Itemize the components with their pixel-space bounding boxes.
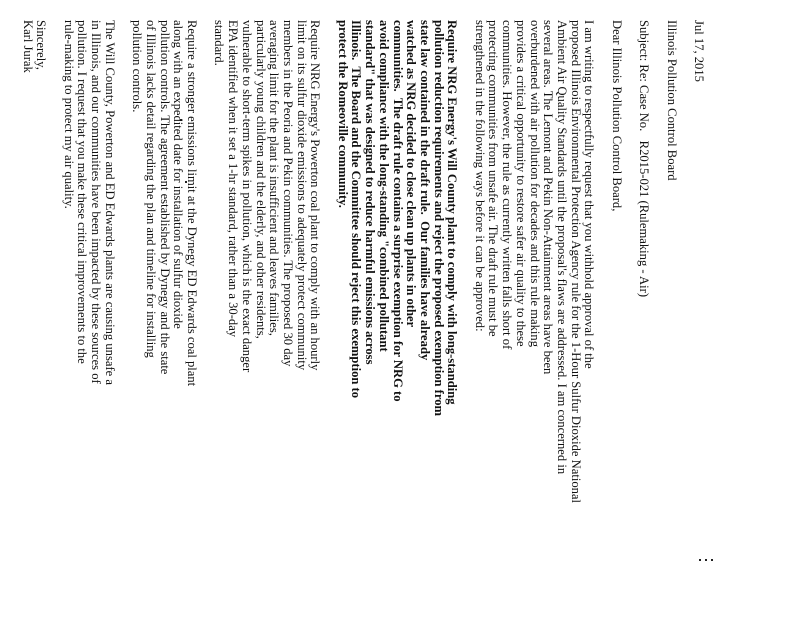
- paragraph-line: Illinois. The Board and the Committee should reject this exemption to: [349, 20, 364, 399]
- paragraph-line: averaging limit for the plant is insufficient and leaves families,: [267, 20, 282, 336]
- letter-date: Jul 17, 2015: [692, 20, 706, 82]
- paragraph-line: standard.: [212, 20, 227, 66]
- paragraph-line: pollution. I request that you make these critical improvements to the: [75, 20, 90, 364]
- paragraph-line: pollution controls. The agreement established by Dynegy and the state: [157, 20, 172, 375]
- paragraph-line: pollution reduction requirements and reject the proposed exemption from: [431, 20, 446, 416]
- paragraph-line: communities. The draft rule contains a surprise exemption for NRG to: [390, 20, 405, 402]
- paragraph-line: state law contained in the draft rule. Our families have already: [418, 20, 432, 361]
- paragraph-line: I am writing to respectfully request that you withhold approval of the: [582, 20, 597, 369]
- paragraph-line: The Will County, Powerton and ED Edwards plants are causing unsafe a: [102, 20, 117, 385]
- paragraph-line: protecting communities from unsafe air. The draft rule must be: [486, 20, 501, 337]
- paragraph-line: protect the Romeoville community.: [335, 20, 350, 208]
- letter-closing: Sincerely,: [34, 20, 49, 70]
- paragraph-line: Require NRG Energy's Powerton coal plant to comply with an hourly: [308, 20, 323, 371]
- paragraph-line: proposed Illinois Environmental Protection Agency rule for the 1-Hour Sulfur Dioxide National: [568, 20, 583, 504]
- letter-recipient: Illinois Pollution Control Board: [664, 20, 679, 181]
- paragraph-line: vulnerable to short-term spikes in pollution, which is the exact danger: [239, 20, 254, 373]
- paragraph-line: along with an expedited date for installation of sulfur dioxide: [171, 20, 186, 329]
- paragraph-line: Ambient Air Quality Standards until the proposal's flaws are addressed. I am concerned in: [555, 20, 569, 475]
- scan-speck: [699, 559, 701, 561]
- paragraph-line: avoid compliance with the long-standing "combined pollutant: [376, 20, 391, 352]
- paragraph-line: several areas. The Lemont and Pekin Non-Attainment areas have been: [541, 20, 556, 375]
- paragraph-line: of Illinois lacks detail regarding the plan and timeline for installing: [144, 20, 158, 358]
- paragraph-line: provides a critical opportunity to restore safer air quality to these: [513, 20, 528, 347]
- paragraph-line: EPA identified when it set a 1-hr standard, rather than a 30-day: [226, 20, 241, 338]
- paragraph-line: watched as NRG decided to close clean up plants in other: [404, 20, 419, 328]
- letter-salutation: Dear Illinois Pollution Control Board,: [609, 20, 624, 212]
- paragraph-line: communities. However, the rule as currently written falls short of: [500, 20, 515, 350]
- paragraph-line: Require NRG Energy's Will County plant to comply with long-standing: [445, 20, 460, 405]
- paragraph-line: particularly young children and the elderly, and other residents,: [253, 20, 268, 339]
- scan-speck: [705, 559, 707, 561]
- paragraph-line: rule-making to protect my air quality.: [61, 20, 76, 209]
- paragraph-line: strengthened in the following ways before it can be approved:: [472, 20, 487, 332]
- letter-signer: Karl Jurak: [20, 20, 35, 73]
- paragraph-line: limit on its sulfur dioxide emissions to adequately protect community: [294, 20, 309, 371]
- paragraph-line: members in the Peoria and Pekin communities. The proposed 30 day: [281, 20, 295, 367]
- paragraph-line: overburdened with air pollution for decades and this rule making: [527, 20, 542, 347]
- scan-speck: [711, 559, 713, 561]
- paragraph-line: Require a stronger emissions limit at the Dynegy ED Edwards coal plant: [185, 20, 200, 387]
- paragraph-line: standard" that was designed to reduce harmful emissions across: [363, 20, 378, 365]
- paragraph-line: pollution controls.: [130, 20, 145, 113]
- paragraph-line: in Illinois, and our communities have been impacted by these sources of: [89, 20, 104, 384]
- letter-subject: Subject: Re: Case No. R2015-021 (Rulemaking - Air): [637, 20, 652, 298]
